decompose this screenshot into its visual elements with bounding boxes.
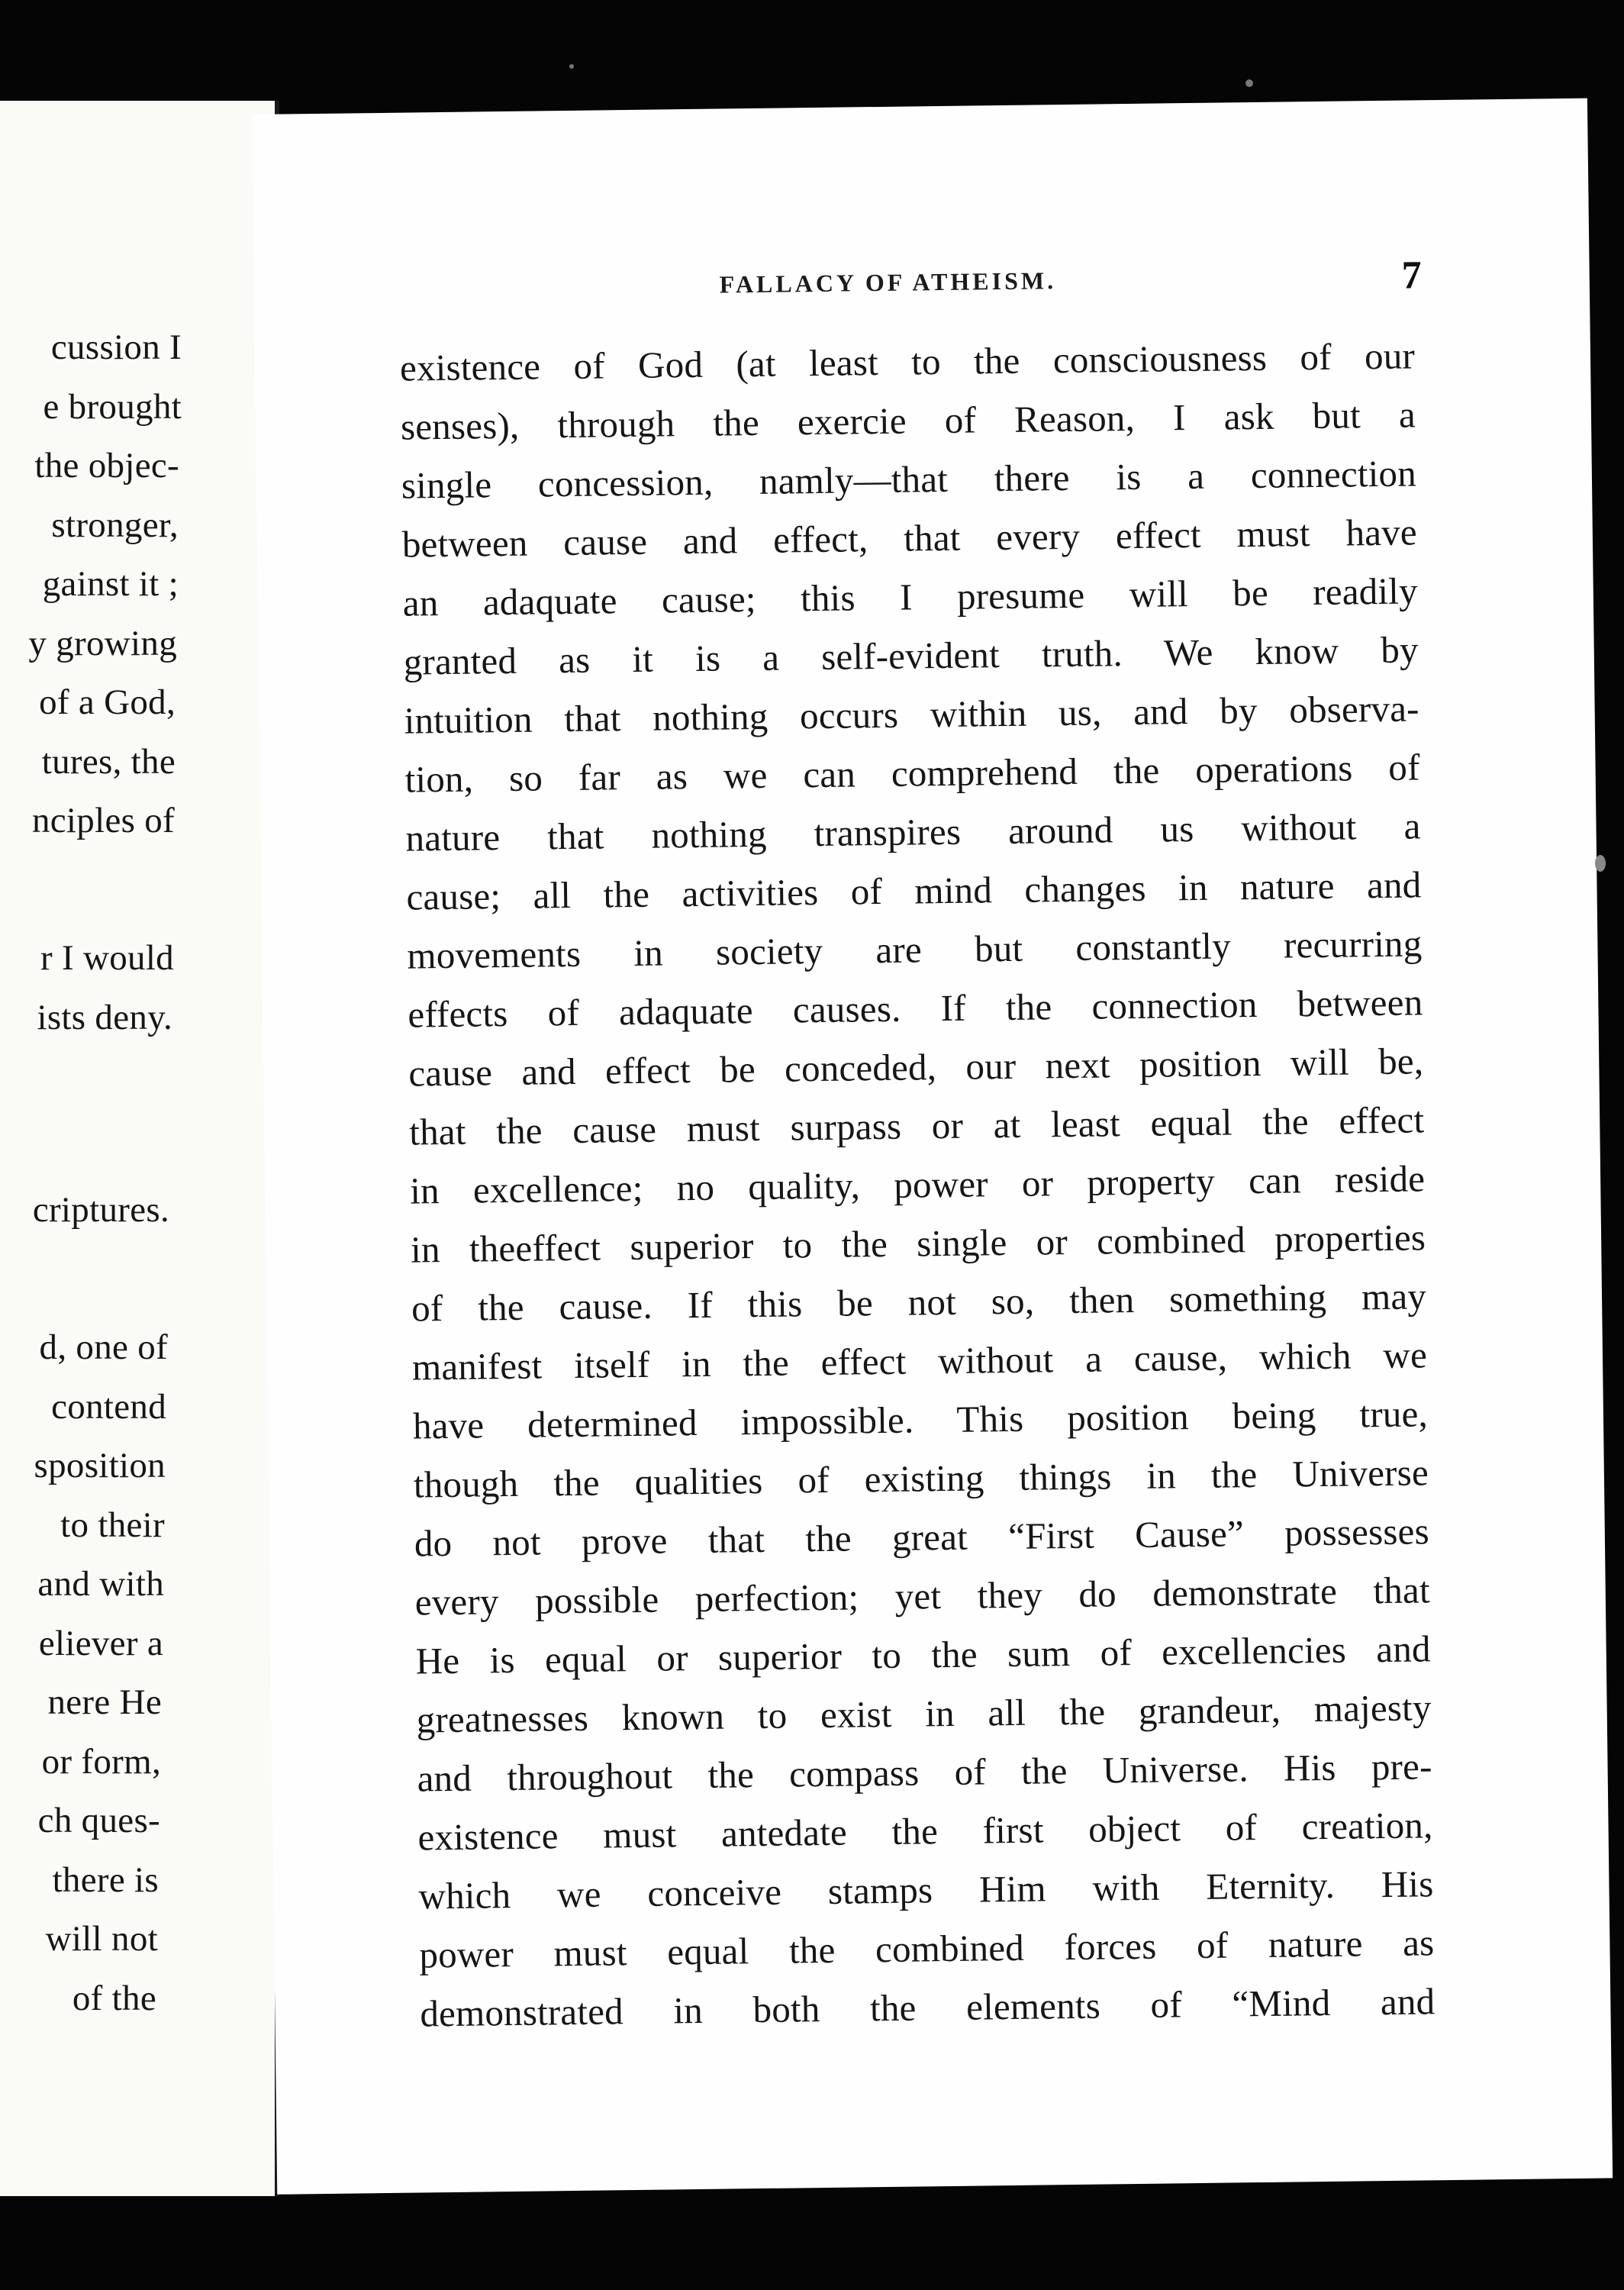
body-line: He is equal or superior to the sum of excellencies and [415, 1627, 1432, 1682]
left-page-line: contend [51, 1387, 166, 1427]
left-page-line: ists deny. [37, 998, 172, 1037]
left-page-line: e brought [43, 387, 182, 427]
left-page-line: there is [52, 1860, 159, 1900]
body-line: senses), through the exercie of Reason, I ask but a [400, 393, 1416, 448]
left-page-line: to their [60, 1505, 165, 1545]
body-line: that the cause must surpass or at least equal the effect [408, 1098, 1425, 1153]
left-page-line: and with [37, 1564, 164, 1604]
body-line: existence must antedate the first object of creation, [417, 1804, 1433, 1859]
body-line: manifest itself in the effect without a cause, which we [411, 1334, 1428, 1389]
body-line: greatnesses known to exist in all the grandeur, majesty [416, 1686, 1432, 1741]
left-page-line: r I would [40, 938, 174, 978]
left-page-line: will not [45, 1919, 158, 1959]
running-head: FALLACY OF ATHEISM. [719, 266, 1057, 298]
body-line: and throughout the compass of the Universe. His pre- [417, 1745, 1432, 1800]
body-line: tion, so far as we can comprehend the operations of [404, 746, 1420, 801]
page-number: 7 [1401, 253, 1423, 298]
left-page-line: of a God, [39, 682, 176, 722]
body-line: effects of adaquate causes. If the connection between [408, 981, 1423, 1036]
body-line: cause; all the activities of mind changes in nature and [406, 863, 1422, 918]
body-line: existence of God (at least to the consciousness of our [399, 334, 1416, 389]
left-page-line: tures, the [41, 742, 176, 782]
body-line: in theeffect superior to the single or combined properties [410, 1216, 1426, 1271]
body-line: every possible perfection; yet they do demonstrate that [414, 1569, 1431, 1624]
left-page-line: or form, [41, 1742, 161, 1782]
left-page-line: eliever a [38, 1624, 163, 1663]
body-line: intuition that nothing occurs within us, and by observa- [404, 687, 1419, 742]
left-page-line: stronger, [51, 505, 179, 545]
left-page-line: nere He [47, 1682, 162, 1722]
body-line: single concession, namly—that there is a connection [401, 452, 1417, 507]
body-line: demonstrated in both the elements of “Mind and [420, 1980, 1436, 2035]
body-line: have determined impossible. This position being true, [412, 1392, 1429, 1447]
left-page-line: of the [72, 1979, 156, 2018]
body-line: do not prove that the great “First Cause” possesses [414, 1510, 1430, 1565]
left-page-line: d, one of [39, 1327, 168, 1367]
left-page-line: sposition [34, 1446, 166, 1485]
left-page-line: the objec- [34, 446, 179, 485]
body-line: granted as it is a self-evident truth. We know by [403, 628, 1419, 683]
left-page-line: cussion I [50, 327, 182, 367]
body-line: which we conceive stamps Him with Eternity. His [418, 1863, 1434, 1917]
body-line: an adaquate cause; this I presume will be readily [402, 569, 1419, 624]
body-line: power must equal the combined forces of nature as [419, 1921, 1435, 1976]
body-line: between cause and effect, that every effect must have [401, 511, 1418, 566]
body-line: cause and effect be conceded, our next position will be, [408, 1040, 1424, 1095]
right-page [252, 98, 1613, 2195]
left-page [0, 101, 279, 2196]
body-line: movements in society are but constantly recurring [407, 922, 1423, 977]
left-page-line: criptures. [32, 1190, 169, 1230]
left-page-line: nciples of [31, 801, 175, 840]
body-line: though the qualities of existing things in the Universe [413, 1451, 1429, 1506]
scan-speck [569, 64, 574, 69]
body-line: in excellence; no quality, power or property can reside [409, 1157, 1426, 1212]
left-page-line: ch ques- [37, 1801, 160, 1840]
scan-speck [1245, 79, 1253, 87]
left-page-line: gainst it ; [42, 564, 179, 604]
body-line: nature that nothing transpires around us without a [405, 805, 1421, 860]
left-page-line: y growing [28, 624, 177, 663]
scan-speck [1595, 855, 1606, 872]
body-line: of the cause. If this be not so, then something may [411, 1275, 1427, 1330]
